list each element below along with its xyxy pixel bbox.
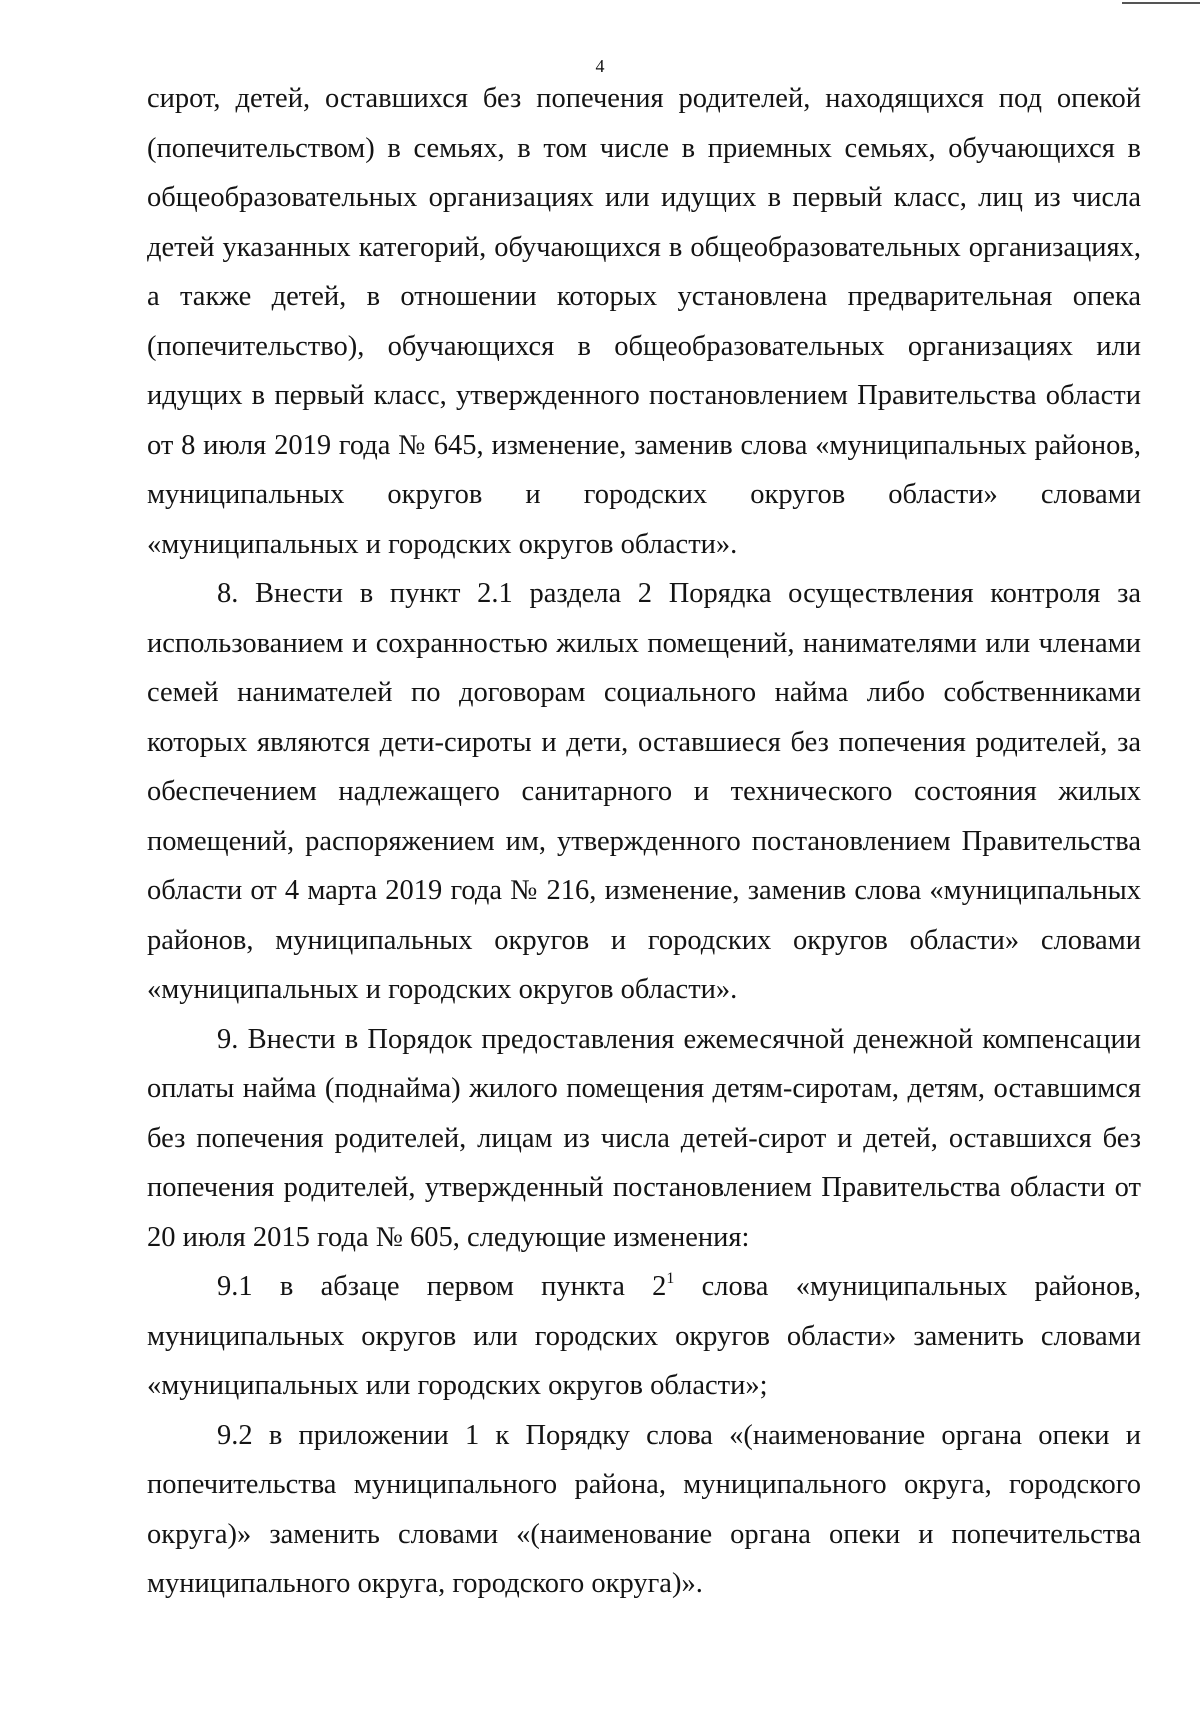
superscript-index: 1	[666, 1270, 675, 1287]
paragraph-item-9: 9. Внести в Порядок предоставления ежемесячной денежной компенсации оплаты найма (поднайма) жилого помещения детям-сиротам, детям, оставшимся без попечения родителей, лицам из числа детей-сирот и детей, оставшихся без попечения родителей, утвержденный постановлением Правительства области от 20 июля 2015 года № 605, следующие изменения:	[147, 1023, 1141, 1253]
page-number: 4	[595, 56, 605, 76]
paragraph-item-9-2: 9.2 в приложении 1 к Порядку слова «(наименование органа опеки и попечительства муниципального района, муниципального округа, городского округа)» заменить словами «(наименование органа опеки и попечительства муниципального округа, городского округа)».	[147, 1419, 1141, 1599]
paragraph-item-9-1	[147, 1262, 1141, 1411]
paragraph-item-8: 8. Внести в пункт 2.1 раздела 2 Порядка осуществления контроля за использованием и сохранностью жилых помещений, нанимателями или членами семей нанимателей по договорам социального найма либо собственниками которых являются дети-сироты и дети, оставшиеся без попечения родителей, за обеспечением надлежащего санитарного и технического состояния жилых помещений, распоряжением им, утвержденного постановлением Правительства области от 4 марта 2019 года № 216, изменение, заменив слова «муниципальных районов, муниципальных округов и городских округов области» словами «муниципальных и городских округов области».	[147, 578, 1141, 1005]
document-body	[147, 74, 1141, 1609]
paragraph-item-9-1-start: 9.1 в абзаце первом пункта 2	[217, 1271, 667, 1302]
scan-edge-mark	[1122, 2, 1200, 4]
paragraph-item-9-1-end: слова «муниципальных районов, муниципальных округов или городских округов области» заменить словами «муниципальных или городских округов области»;	[147, 1271, 1142, 1401]
paragraph-continuation: сирот, детей, оставшихся без попечения родителей, находящихся под опекой (попечительством) в семьях, в том числе в приемных семьях, обучающихся в общеобразовательных организациях или идущих в первый класс, лиц из числа детей указанных категорий, обучающихся в общеобразовательных организациях, а также детей, в отношении которых установлена предварительная опека (попечительство), обучающихся в общеобразовательных организациях или идущих в первый класс, утвержденного постановлением Правительства области от 8 июля 2019 года № 645, изменение, заменив слова «муниципальных районов, муниципальных округов и городских округов области» словами «муниципальных и городских округов области».	[147, 83, 1141, 560]
